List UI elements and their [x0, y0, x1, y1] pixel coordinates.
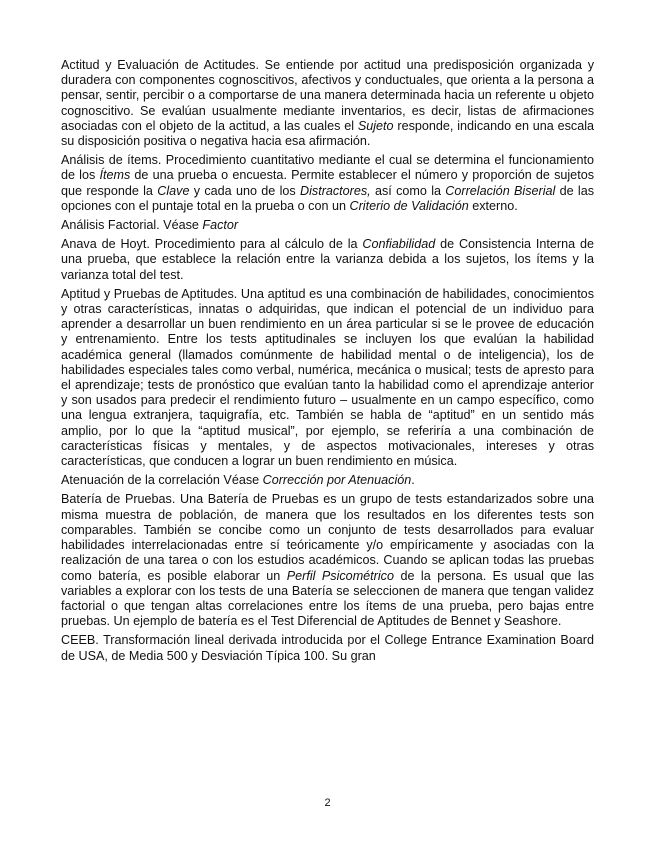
glossary-body — [61, 58, 594, 668]
entry-text: Análisis Factorial. Véase — [61, 218, 203, 233]
italic-term: Perfil Psicométrico — [286, 568, 394, 583]
glossary-entry — [61, 473, 594, 488]
italic-term: Sujeto — [357, 118, 394, 133]
entry-text: CEEB. Transformación lineal derivada introducida por el College Entrance Examination Board de USA, de Media 500 y Desviación Típica 100. Su gran — [61, 633, 594, 663]
entry-text: y cada uno de los — [189, 183, 300, 198]
entry-text: Atenuación de la correlación Véase — [61, 473, 263, 488]
entry-text: de una prueba o encuesta. Permite establecer el número y proporción de sujetos que responde la — [61, 168, 594, 198]
italic-term: Corrección por Atenuación — [262, 473, 412, 488]
entry-text: Análisis de ítems. Procedimiento cuantitativo mediante el cual se determina el funcionamiento de los — [61, 153, 594, 183]
entry-text: responde, indicando en una escala su disposición positiva o negativa hacia esa afirmación. — [61, 118, 594, 149]
entry-text: de las opciones con el puntaje total en la prueba o con un — [61, 183, 595, 213]
entry-text: de Consistencia Interna de una prueba, que establece la relación entre la varianza debida a los sujetos, los ítems y la varianza total del test. — [61, 237, 594, 282]
entry-text: Anava de Hoyt. Procedimiento para al cálculo de la — [61, 237, 363, 252]
italic-term: Correlación Biserial — [445, 183, 556, 198]
glossary-entry — [61, 237, 594, 283]
italic-term: Ítems — [99, 168, 131, 183]
entry-text: Actitud y Evaluación de Actitudes. Se entiende por actitud una predisposición organizada y duradera con componentes cognoscitivos, afectivos y conductuales, que orienta a la persona a pensar, sentir, percibir o a comportarse de una manera determinada hacia un referente u objeto cognoscitivo. Se evalúan usualmente mediante inventarios, es decir, listas de afirmaciones asociadas con el objeto de la actitud, a las cuales el — [61, 58, 594, 133]
glossary-entry — [61, 633, 594, 663]
entry-text: Aptitud y Pruebas de Aptitudes. Una aptitud es una combinación de habilidades, conocimientos y otras características, innatas o adquiridas, que indican el potencial de un individuo para aprender a desarrollar un buen rendimiento en un área particular si se le provee de educación y entrenamiento. Entre los tests aptitudinales se incluyen los que evalúan la habilidad académica general (llamados comúnmente de habilidad mental o de inteligencia), los de habilidades especiales tales como verbal, numérica, mecánica o musical; tests de apresto para el aprendizaje; tests de pronóstico que evalúan tanto la habilidad como el aprendizaje anterior y son usados para predecir el rendimiento futuro – usualmente en un campo específico, como una lengua extranjera, taquigrafía, etc. También se habla de “aptitud” en un sentido más amplio, por lo que la “aptitud musical”, por ejemplo, se referiría a una combinación de características físicas y mentales, y de aspectos motivacionales, intereses y otras características, que conducen a lograr un buen rendimiento en música. — [61, 286, 594, 469]
glossary-entry — [61, 218, 594, 233]
italic-term: Distractores, — [300, 183, 371, 198]
entry-text: externo. — [468, 198, 518, 213]
italic-term: Factor — [202, 218, 239, 233]
italic-term: Confiabilidad — [362, 237, 436, 252]
italic-term: Criterio de Validación — [349, 198, 469, 213]
glossary-entry — [61, 153, 594, 214]
entry-text: . — [411, 473, 415, 488]
glossary-entry — [61, 492, 594, 629]
italic-term: Clave — [157, 183, 190, 198]
page-number: 2 — [324, 797, 331, 809]
entry-text: de la persona. Es usual que las variables a explorar con los tests de una Batería se seleccionen de manera que tengan validez factorial o que tengan altas correlaciones entre los ítems de una prueba, pero bajas entre pruebas. Un ejemplo de batería es el Test Diferencial de Aptitudes de Bennet y Seashore. — [61, 568, 594, 629]
entry-text: Batería de Pruebas. Una Batería de Pruebas es un grupo de tests estandarizados sobre una misma muestra de población, de manera que los resultados en los diferentes tests son comparables. También se concibe como un conjunto de tests desarrollados para evaluar habilidades interrelacionadas entre sí teóricamente y/o empíricamente y asociadas con la realización de una tarea o con los estudios académicos. Cuando se aplican todas las pruebas como batería, es posible elaborar un — [61, 492, 594, 583]
entry-text: así como la — [370, 183, 446, 198]
glossary-entry — [61, 287, 594, 469]
glossary-entry — [61, 58, 594, 149]
